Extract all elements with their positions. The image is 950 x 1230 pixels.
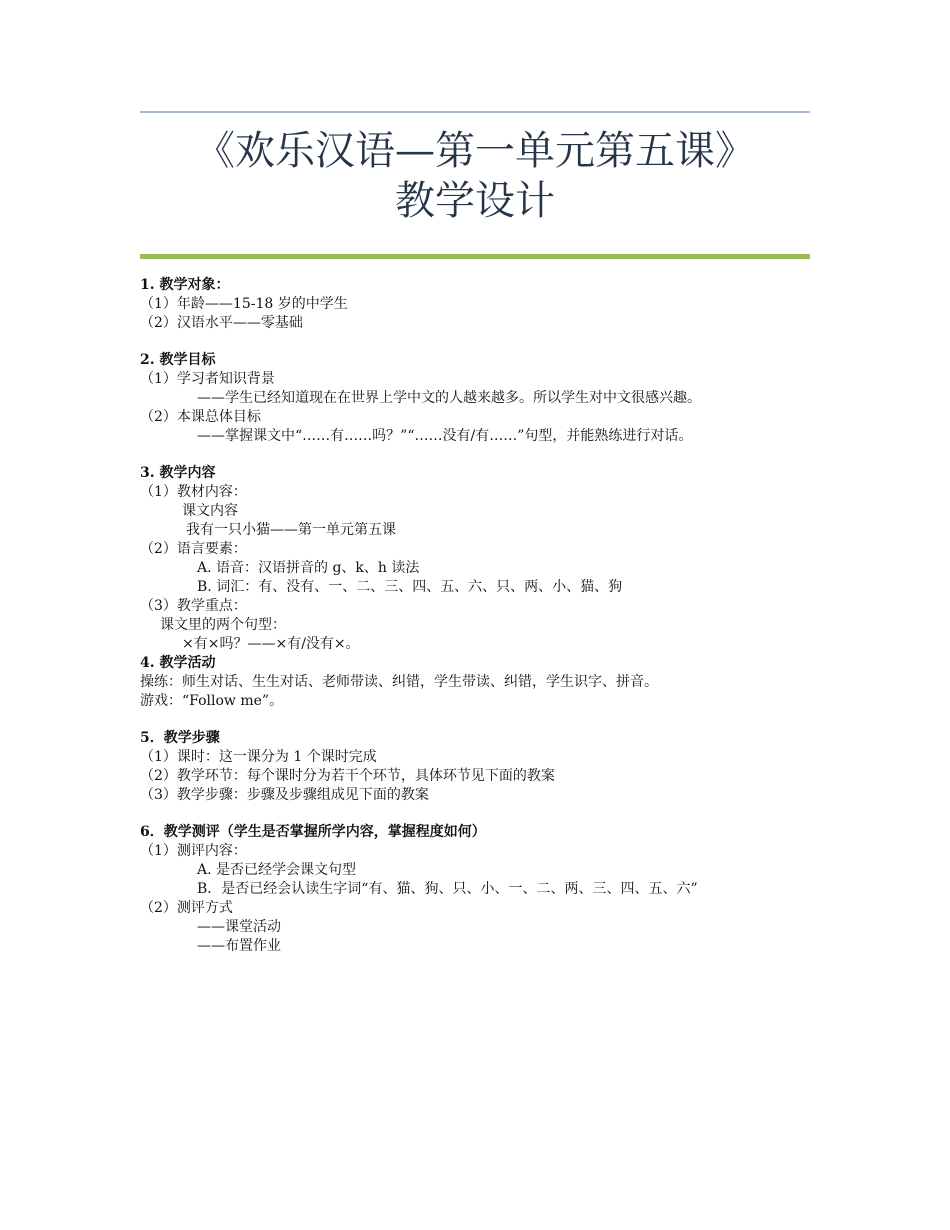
section-6-item-2-b: ——布置作业 <box>197 938 281 954</box>
section-3-item-3: （3）教学重点： <box>140 598 247 614</box>
section-2-item-1-detail: ——学生已经知道现在在世界上学中文的人越来越多。所以学生对中文很感兴趣。 <box>197 390 701 406</box>
section-5-heading: 5．教学步骤 <box>140 730 220 746</box>
section-3-item-1: （1）教材内容： <box>140 484 247 500</box>
section-2-heading: 2. 教学目标 <box>140 352 216 368</box>
section-6-item-2: （2）测评方式 <box>140 900 233 916</box>
top-rule <box>140 111 810 113</box>
section-2-item-2-detail: ——掌握课文中“……有……吗？”“……没有/有……”句型，并能熟练进行对话。 <box>197 428 693 444</box>
section-3-item-3-b: ×有×吗？——×有/没有×。 <box>182 636 360 652</box>
section-4-line-1: 操练：师生对话、生生对话、老师带读、纠错，学生带读、纠错，学生识字、拼音。 <box>140 674 658 690</box>
section-6-heading: 6．教学测评（学生是否掌握所学内容，掌握程度如何） <box>140 824 486 840</box>
section-5-item-3: （3）教学步骤：步骤及步骤组成见下面的教案 <box>140 787 429 803</box>
section-4-line-2: 游戏：“Follow me”。 <box>140 693 284 709</box>
section-3-item-2-a: A. 语音：汉语拼音的 g、k、h 读法 <box>197 560 420 576</box>
section-6-item-2-a: ——课堂活动 <box>197 919 281 935</box>
section-2-item-1: （1）学习者知识背景 <box>140 371 275 387</box>
document-body <box>140 276 810 956</box>
section-3-heading: 3. 教学内容 <box>140 465 216 481</box>
section-3-item-3-a: 课文里的两个句型： <box>160 617 286 633</box>
section-4-heading: 4. 教学活动 <box>140 655 216 671</box>
section-3-item-2-b: B. 词汇：有、没有、一、二、三、四、五、六、只、两、小、猫、狗 <box>197 579 623 595</box>
section-5-item-1: （1）课时：这一课分为 1 个课时完成 <box>140 749 377 765</box>
section-1-item-1: （1）年龄——15-18 岁的中学生 <box>140 296 348 312</box>
section-1-item-2: （2）汉语水平——零基础 <box>140 315 303 331</box>
section-3-item-1-b: 我有一只小猫——第一单元第五课 <box>186 522 396 538</box>
title-line-2: 教学设计 <box>395 178 555 224</box>
section-6-item-1-b: B．是否已经会认读生字词“有、猫、狗、只、小、一、二、两、三、四、五、六” <box>197 881 698 897</box>
section-6-item-1: （1）测评内容： <box>140 843 247 859</box>
document-title <box>140 126 810 226</box>
section-2-item-2: （2）本课总体目标 <box>140 409 261 425</box>
title-line-1: 《欢乐汉语—第一单元第五课》 <box>195 128 755 174</box>
section-1-heading: 1. 教学对象： <box>140 277 230 293</box>
section-3-item-1-a: 课文内容 <box>182 503 238 519</box>
section-3-item-2: （2）语言要素： <box>140 541 247 557</box>
section-5-item-2: （2）教学环节：每个课时分为若干个环节，具体环节见下面的教案 <box>140 768 555 784</box>
section-6-item-1-a: A. 是否已经学会课文句型 <box>197 862 357 878</box>
bottom-rule <box>140 254 810 259</box>
